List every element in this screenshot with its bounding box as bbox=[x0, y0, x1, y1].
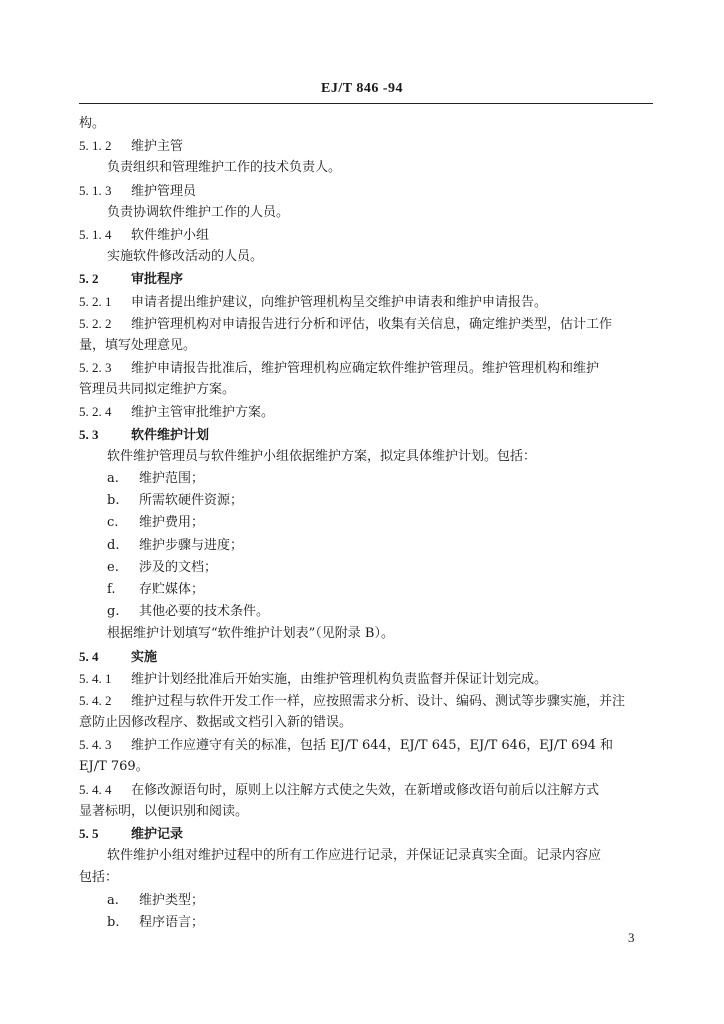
list-item-marker: a. bbox=[107, 892, 119, 908]
clause-number: 5. 1. 2 bbox=[79, 138, 112, 154]
list-item-marker: d. bbox=[107, 537, 120, 553]
list-item-marker: f. bbox=[107, 581, 116, 597]
page-header: EJ/T 846 -94 bbox=[321, 81, 403, 96]
clause-text: 维护工作应遵守有关的标准，包括 EJ/T 644，EJ/T 645，EJ/T 646，EJ/T 694 和 bbox=[131, 738, 614, 754]
text-line: 负责组织和管理维护工作的技术负责人。 bbox=[107, 160, 342, 176]
section-heading bbox=[79, 268, 653, 290]
list-item-text: 所需软硬件资源； bbox=[139, 493, 244, 509]
clause-number: 5. 2. 4 bbox=[79, 404, 112, 420]
clause-paragraph bbox=[79, 690, 653, 712]
list-item-marker: e. bbox=[107, 559, 119, 575]
list-item-marker: b. bbox=[107, 914, 120, 930]
clause-number: 5. 5 bbox=[79, 826, 99, 841]
clause-number: 5. 4. 3 bbox=[79, 737, 112, 753]
header-rule bbox=[79, 103, 653, 104]
list-item bbox=[79, 468, 653, 490]
clause-text: 申请者提出维护建议，向维护管理机构呈交维护申请表和维护申请报告。 bbox=[131, 294, 548, 310]
clause-heading bbox=[79, 135, 653, 157]
list-item bbox=[79, 557, 653, 579]
page-body bbox=[79, 113, 653, 934]
clause-paragraph bbox=[79, 668, 653, 690]
list-item bbox=[79, 535, 653, 557]
clause-text: 软件维护小组 bbox=[131, 227, 210, 243]
clause-number: 5. 4. 4 bbox=[79, 781, 112, 797]
clause-paragraph bbox=[79, 401, 653, 423]
clause-text: 维护计划经批准后开始实施，由维护管理机构负责监督并保证计划完成。 bbox=[131, 671, 548, 687]
text-line: 根据维护计划填写“软件维护计划表”（见附录 B）。 bbox=[107, 626, 394, 642]
clause-number: 5. 2 bbox=[79, 271, 99, 287]
clause-text: 维护过程与软件开发工作一样，应按照需求分析、设计、编码、测试等步骤实施，并注 bbox=[131, 693, 626, 709]
clause-text: 在修改源语句时，原则上以注解方式使之失效，在新增或修改语句前后以注解方式 bbox=[131, 782, 600, 798]
clause-number: 5. 2. 1 bbox=[79, 293, 112, 309]
list-item-marker: b. bbox=[107, 493, 120, 509]
clause-paragraph bbox=[79, 313, 653, 335]
list-item bbox=[79, 490, 653, 512]
list-item bbox=[79, 512, 653, 534]
clause-text: 维护记录 bbox=[131, 827, 184, 842]
section-heading bbox=[79, 424, 653, 446]
clause-text: 软件维护计划 bbox=[131, 427, 210, 443]
text-line: 构。 bbox=[79, 116, 106, 131]
clause-text: 实施 bbox=[131, 649, 158, 665]
clause-text: 维护主管 bbox=[131, 139, 184, 155]
section-heading bbox=[79, 646, 653, 668]
clause-number: 5. 4. 2 bbox=[79, 692, 112, 708]
text-line: 软件维护小组对维护过程中的所有工作应进行记录，并保证记录真实全面。记录内容应 bbox=[107, 848, 602, 864]
clause-paragraph bbox=[79, 734, 653, 756]
list-item bbox=[79, 579, 653, 601]
text-line: 显著标明，以便识别和阅读。 bbox=[79, 803, 249, 819]
clause-text: 审批程序 bbox=[131, 272, 184, 288]
list-item bbox=[79, 890, 653, 912]
text-line: 量，填写处理意见。 bbox=[79, 337, 197, 353]
clause-paragraph bbox=[79, 291, 653, 313]
clause-number: 5. 4 bbox=[79, 648, 99, 664]
clause-paragraph bbox=[79, 779, 653, 801]
clause-number: 5. 1. 4 bbox=[79, 226, 112, 242]
list-item-text: 涉及的文档； bbox=[139, 559, 218, 575]
page-number: 3 bbox=[628, 930, 635, 945]
text-line: 实施软件修改活动的人员。 bbox=[107, 249, 264, 265]
list-item-marker: c. bbox=[107, 515, 119, 531]
list-item bbox=[79, 912, 653, 934]
list-item-marker: g. bbox=[107, 604, 120, 620]
text-line: 包括： bbox=[79, 870, 119, 886]
list-item-text: 维护范围； bbox=[139, 471, 205, 486]
clause-number: 5. 1. 3 bbox=[79, 182, 112, 198]
list-item bbox=[79, 601, 653, 623]
clause-text: 维护申请报告批准后，维护管理机构应确定软件维护管理员。维护管理机构和维护 bbox=[131, 361, 600, 377]
list-item-text: 维护费用； bbox=[139, 515, 205, 531]
section-heading bbox=[79, 823, 653, 845]
text-line: 软件维护管理员与软件维护小组依据维护方案，拟定具体维护计划。包括： bbox=[107, 448, 537, 464]
list-item-text: 其他必要的技术条件。 bbox=[139, 604, 270, 620]
list-item-text: 程序语言； bbox=[139, 914, 205, 930]
text-line: 负责协调软件维护工作的人员。 bbox=[107, 204, 290, 220]
clause-number: 5. 2. 3 bbox=[79, 360, 112, 376]
clause-heading bbox=[79, 224, 653, 246]
list-item-text: 维护步骤与进度； bbox=[139, 537, 244, 553]
list-item-text: 存贮媒体； bbox=[139, 581, 205, 597]
clause-number: 5. 4. 1 bbox=[79, 670, 112, 686]
clause-text: 维护管理机构对申请报告进行分析和评估，收集有关信息，确定维护类型，估计工作 bbox=[131, 316, 613, 332]
clause-text: 维护管理员 bbox=[131, 183, 197, 199]
list-item-text: 维护类型； bbox=[139, 892, 205, 908]
text-line: 管理员共同拟定维护方案。 bbox=[79, 382, 236, 398]
clause-heading bbox=[79, 180, 653, 202]
clause-number: 5. 3 bbox=[79, 426, 99, 442]
text-line: 意防止因修改程序、数据或文档引入新的错误。 bbox=[79, 715, 353, 731]
clause-paragraph bbox=[79, 357, 653, 379]
clause-text: 维护主管审批维护方案。 bbox=[131, 405, 275, 421]
text-line: EJ/T 769。 bbox=[79, 759, 149, 775]
list-item-marker: a. bbox=[107, 471, 119, 486]
clause-number: 5. 2. 2 bbox=[79, 315, 112, 331]
